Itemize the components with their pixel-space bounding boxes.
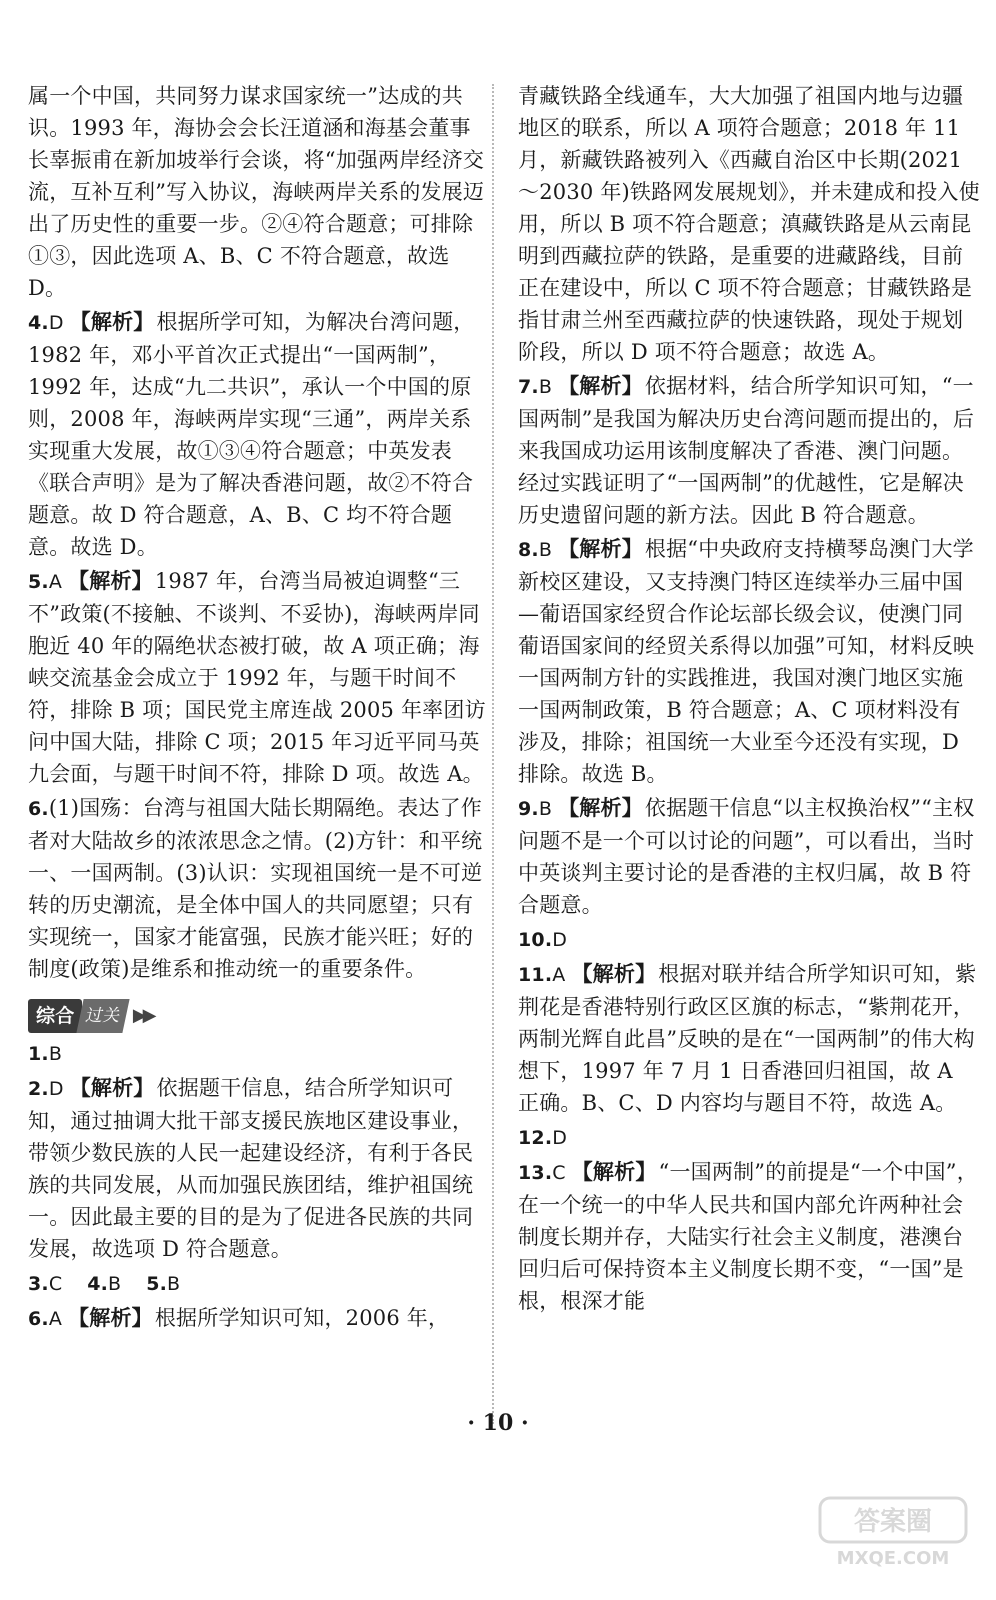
analysis-text: 根据所学可知，为解决台湾问题，1982 年，邓小平首次正式提出“一国两制”，1992 年，达成“九二共识”，承认一个中国的原则，2008 年，海峡两岸实现“三通”，两岸关系实现重大发展，故①③④符合题意；中英发表《联合声明》是为了解决香港问题，故②不符合题意。故 D 符合题意，A、B、C 均不符合题意。故选 D。 bbox=[28, 310, 475, 559]
item-number: 5. bbox=[28, 571, 49, 593]
item-answer: B bbox=[538, 798, 553, 820]
item-number: 13. bbox=[518, 1162, 553, 1184]
item-answer: A bbox=[48, 1308, 63, 1330]
answer-item-1 bbox=[28, 1037, 490, 1070]
item-number: 5. bbox=[146, 1273, 168, 1295]
item-answer: B bbox=[538, 376, 553, 398]
answer-item-8 bbox=[518, 533, 980, 790]
watermark-logo bbox=[818, 1494, 968, 1570]
analysis-tag: 【解析】 bbox=[571, 962, 657, 986]
left-column bbox=[28, 80, 490, 1337]
item-answer: C bbox=[48, 1273, 63, 1295]
analysis-tag: 【解析】 bbox=[68, 569, 153, 593]
item-number: 7. bbox=[518, 376, 539, 398]
continued-paragraph: 属一个中国，共同努力谋求国家统一”达成的共识。1993 年，海协会会长汪道涵和海基会董事长辜振甫在新加坡举行会谈，将“加强两岸经济交流，互补互利”写入协议，海峡两岸关系的发展迈出了历史性的重要一步。②④符合题意；可排除①③，因此选项 A、B、C 不符合题意，故选 D。 bbox=[28, 84, 485, 300]
analysis-text: (1)国殇：台湾与祖国大陆长期隔绝。表达了作者对大陆故乡的浓浓思念之情。(2)方针：和平统一、一国两制。(3)认识：实现祖国统一是不可逆转的历史潮流，是全体中国人的共同愿望；只有实现统一，国家才能富强，民族才能兴旺；好的制度(政策)是维系和推动统一的重要条件。 bbox=[28, 796, 483, 981]
item-number: 12. bbox=[518, 1127, 553, 1149]
analysis-tag: 【解析】 bbox=[558, 796, 643, 820]
analysis-text: 根据“中央政府支持横琴岛澳门大学新校区建设，又支持澳门特区连续举办三届中国—葡语国家经贸合作论坛部长级会议，使澳门同葡语国家间的经贸关系得以加强”可知，材料反映一国两制方针的实践推进，我国对澳门地区实施一国两制政策，B 符合题意；A、C 项材料没有涉及，排除；祖国统一大业至今还没有实现，D 排除。故选 B。 bbox=[518, 537, 975, 786]
answer-item-13 bbox=[518, 1156, 980, 1317]
analysis-text: 依据题干信息，结合所学知识可知，通过抽调大批干部支援民族地区建设事业，带领少数民族的人民一起建设经济，有利于各民族的共同发展，从而加强民族团结，维护祖国统一。因此最主要的目的是为了促进各民族的共同发展，故选项 D 符合题意。 bbox=[28, 1076, 474, 1261]
item-answer: B bbox=[48, 1043, 63, 1065]
item-number: 6. bbox=[28, 1308, 49, 1330]
item-number: 10. bbox=[518, 929, 553, 951]
item-answer: A bbox=[552, 964, 566, 986]
analysis-text: 根据所学知识可知，2006 年， bbox=[154, 1306, 450, 1330]
answer-item-6 bbox=[28, 792, 490, 985]
item-number: 4. bbox=[28, 312, 49, 334]
item-answer: B bbox=[538, 539, 553, 561]
section-badge: 综合 bbox=[28, 999, 82, 1033]
analysis-tag: 【解析】 bbox=[68, 1306, 153, 1330]
item-number: 8. bbox=[518, 539, 539, 561]
item-number: 4. bbox=[87, 1273, 109, 1295]
answer-item-10 bbox=[518, 923, 980, 956]
analysis-tag: 【解析】 bbox=[69, 1076, 155, 1100]
item-number: 3. bbox=[28, 1273, 49, 1295]
item-answer: B bbox=[108, 1273, 122, 1295]
answer-item-11 bbox=[518, 958, 980, 1119]
item-number: 2. bbox=[28, 1078, 49, 1100]
item-answer: D bbox=[48, 312, 64, 334]
answer-item-2 bbox=[28, 1072, 490, 1265]
analysis-text: “一国两制”的前提是“一个中国”，在一个统一的中华人民共和国内部允许两种社会制度长期并存，大陆实行社会主义制度，港澳台回归后可保持资本主义制度长期不变，“一国”是根，根深才能 bbox=[518, 1160, 978, 1313]
item-answer: D bbox=[552, 1127, 568, 1149]
svg-text:答案圈: 答案圈 bbox=[853, 1507, 933, 1537]
answer-item-5 bbox=[28, 565, 490, 790]
analysis-text: 依据材料，结合所学知识可知，“一国两制”是我国为解决历史台湾问题而提出的，后来我国成功运用该制度解决了香港、澳门问题。经过实践证明了“一国两制”的优越性，它是解决历史遗留问题的新方法。因此 B 符合题意。 bbox=[518, 374, 975, 527]
item-answer: B bbox=[167, 1273, 181, 1295]
answer-item-12 bbox=[518, 1121, 980, 1154]
section-header-comprehensive bbox=[28, 1001, 490, 1031]
right-column bbox=[518, 80, 980, 1319]
item-number: 1. bbox=[28, 1043, 49, 1065]
continued-paragraph: 青藏铁路全线通车，大大加强了祖国内地与边疆地区的联系，所以 A 项符合题意；2018 年 11 月，新藏铁路被列入《西藏自治区中长期(2021～2030 年)铁路网发展规划》，并未建成和投入使用，所以 B 项不符合题意；滇藏铁路是从云南昆明到西藏拉萨的铁路，是重要的进藏路线，目前正在建设中，所以 C 项不符合题意；甘藏铁路是指甘肃兰州至西藏拉萨的快速铁路，现处于规划阶段，所以 D 项不符合题意；故选 A。 bbox=[518, 84, 980, 364]
item-answer: D bbox=[552, 929, 568, 951]
item-number: 6. bbox=[28, 798, 49, 820]
item-answer: D bbox=[48, 1078, 64, 1100]
answer-item-4b bbox=[87, 1271, 125, 1295]
answer-item-9 bbox=[518, 792, 980, 921]
analysis-tag: 【解析】 bbox=[558, 537, 643, 561]
svg-text:MXQE.COM: MXQE.COM bbox=[836, 1548, 950, 1569]
answer-item-7 bbox=[518, 370, 980, 531]
answer-item-4 bbox=[28, 306, 490, 563]
analysis-text: 1987 年，台湾当局被迫调整“三不”政策(不接触、不谈判、不妥协)，海峡两岸同胞近 40 年的隔绝状态被打破，故 A 项正确；海峡交流基金会成立于 1992 年，与题干时间不符，排除 B 项；国民党主席连战 2005 年率团访问中国大陆，排除 C 项；2015 年习近平同马英九会面，与题干时间不符，排除 D 项。故选 A。 bbox=[28, 569, 486, 786]
analysis-tag: 【解析】 bbox=[558, 374, 643, 398]
item-number: 9. bbox=[518, 798, 539, 820]
analysis-tag: 【解析】 bbox=[571, 1160, 657, 1184]
analysis-text: 根据对联并结合所学知识可知，紫荆花是香港特别行政区区旗的标志，“紫荆花开，两制光辉自此昌”反映的是在“一国两制”的伟大构想下，1997 年 7 月 1 日香港回归祖国，故 A 正确。B、C、D 内容均与题目不符，故选 A。 bbox=[518, 962, 977, 1115]
answer-item-6b bbox=[28, 1302, 490, 1335]
column-divider bbox=[492, 84, 494, 1424]
item-answer: C bbox=[552, 1162, 566, 1184]
analysis-text: 依据题干信息“以主权换治权”“主权问题不是一个可以讨论的问题”，可以看出，当时中英谈判主要讨论的是香港的主权归属，故 B 符合题意。 bbox=[518, 796, 975, 917]
answer-item-3 bbox=[28, 1271, 66, 1295]
page-number: · 10 · bbox=[467, 1410, 529, 1436]
item-answer: A bbox=[48, 571, 63, 593]
answer-item-5b bbox=[146, 1271, 184, 1295]
analysis-tag: 【解析】 bbox=[69, 310, 155, 334]
section-badge-sub: 过关 bbox=[77, 999, 131, 1033]
item-number: 11. bbox=[518, 964, 553, 986]
answer-row-3-5 bbox=[28, 1267, 490, 1300]
double-arrow-icon: ▶▶ bbox=[132, 1005, 153, 1026]
